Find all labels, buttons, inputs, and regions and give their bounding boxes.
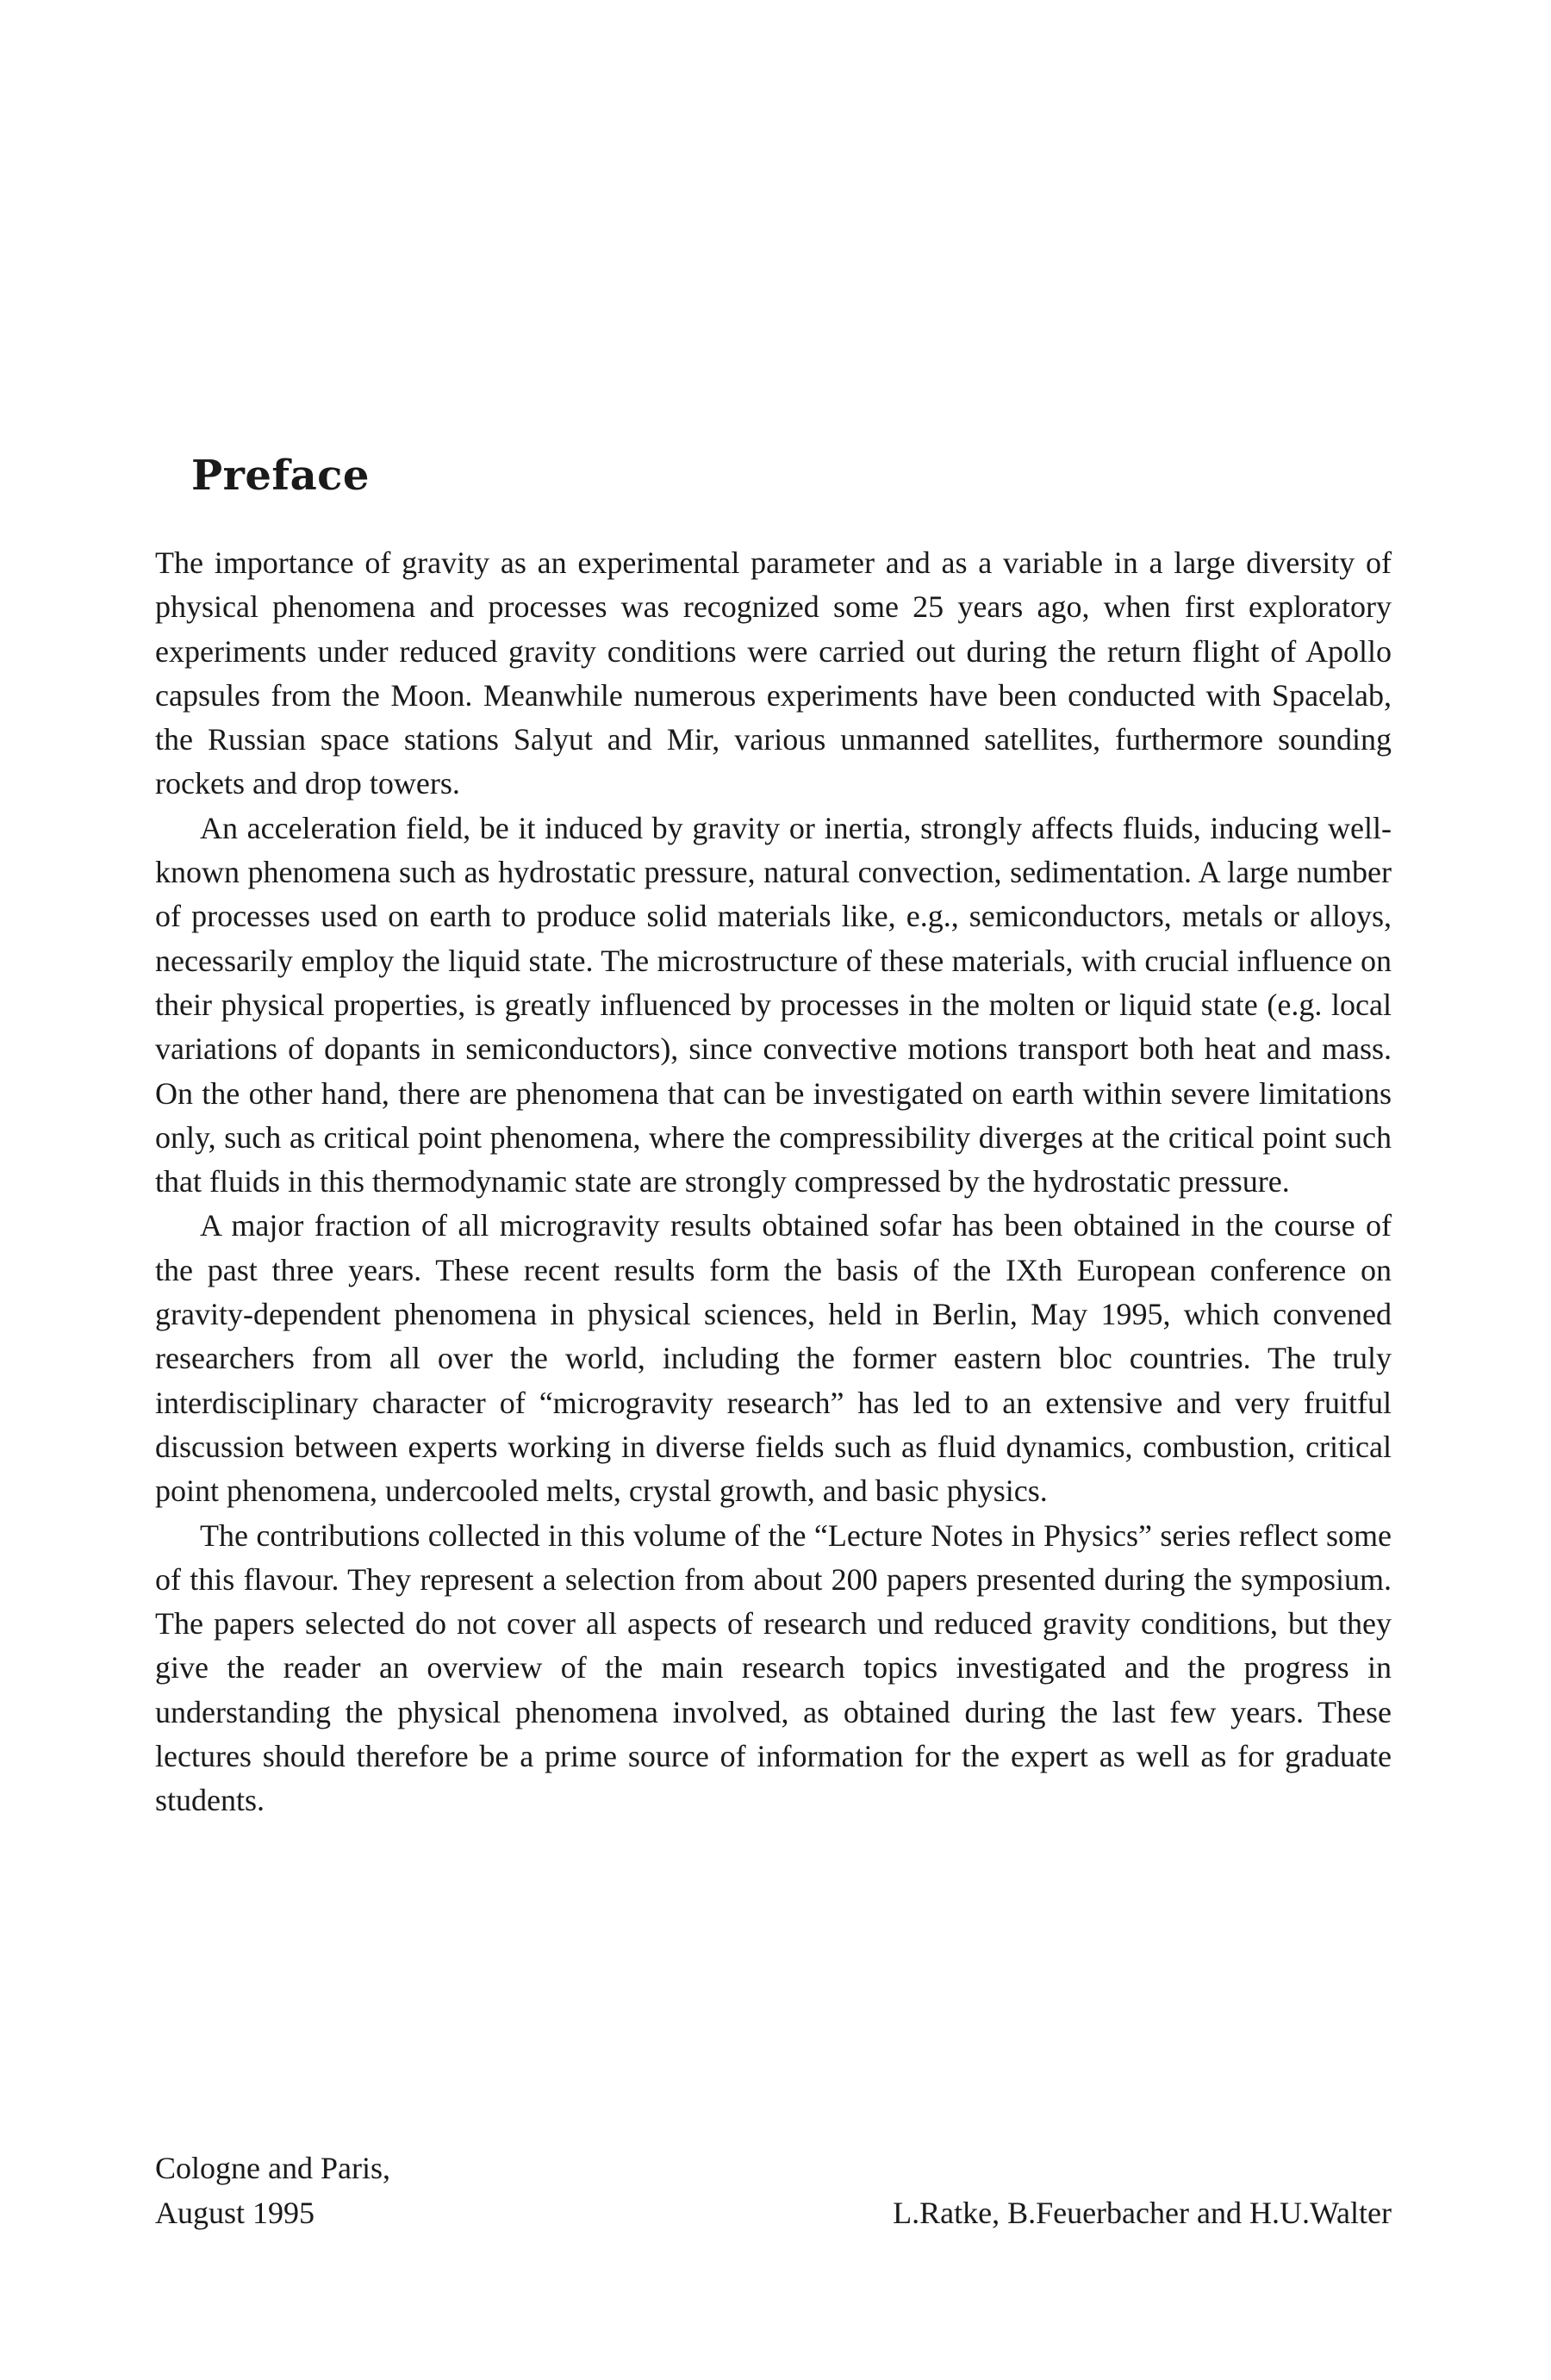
signoff-place: Cologne and Paris, [155,2151,390,2185]
page-title: Preface [191,452,370,500]
preface-body [155,541,1392,1823]
paragraph: The importance of gravity as an experimental parameter and as a variable in a large diversity of physical phenomena and processes was recognized some 25 years ago, when first exploratory experiments under reduced gravity conditions were carried out during the return flight of Apollo capsules from the Moon. Meanwhile numerous experiments have been conducted with Spacelab, the Russian space stations Salyut and Mir, various unmanned satellites, furthermore sounding rockets and drop towers. [155,545,1392,801]
paragraph: An acceleration field, be it induced by gravity or inertia, strongly affects fluids, inducing well-known phenomena such as hydrostatic pressure, natural convection, sedimentation. A large number of processes used on earth to produce solid materials like, e.g., semiconductors, metals or alloys, necessarily employ the liquid state. The microstructure of these materials, with crucial influence on their physical properties, is greatly influenced by processes in the molten or liquid state (e.g. local variations of dopants in semiconductors), since convective motions transport both heat and mass. On the other hand, there are phenomena that can be investigated on earth within severe limitations only, such as critical point phenomena, where the compressibility diverges at the critical point such that fluids in this thermodynamic state are strongly compressed by the hydrostatic pressure. [155,810,1392,1199]
paragraph: A major fraction of all microgravity results obtained sofar has been obtained in the course of the past three years. These recent results form the basis of the IXth European conference on gravity-dependent phenomena in physical sciences, held in Berlin, May 1995, which convened researchers from all over the world, including the former eastern bloc countries. The truly interdisciplinary character of “microgravity research” has led to an extensive and very fruitful discussion between experts working in diverse fields such as fluid dynamics, combustion, critical point phenomena, undercooled melts, crystal growth, and basic physics. [155,1208,1392,1509]
signoff-date: August 1995 [155,2196,315,2230]
signoff-place-date [155,2146,390,2235]
paragraph: The contributions collected in this volume of the “Lecture Notes in Physics” series reflect some of this flavour. They represent a selection from about 200 papers presented during the symposium. The papers selected do not cover all aspects of research und reduced gravity conditions, but they give the reader an overview of the main research topics investigated and the progress in understanding the physical phenomena involved, as obtained during the last few years. These lectures should therefore be a prime source of information for the expert as well as for graduate students. [155,1517,1392,1818]
signoff-authors: L.Ratke, B.Feuerbacher and H.U.Walter [893,2196,1392,2230]
